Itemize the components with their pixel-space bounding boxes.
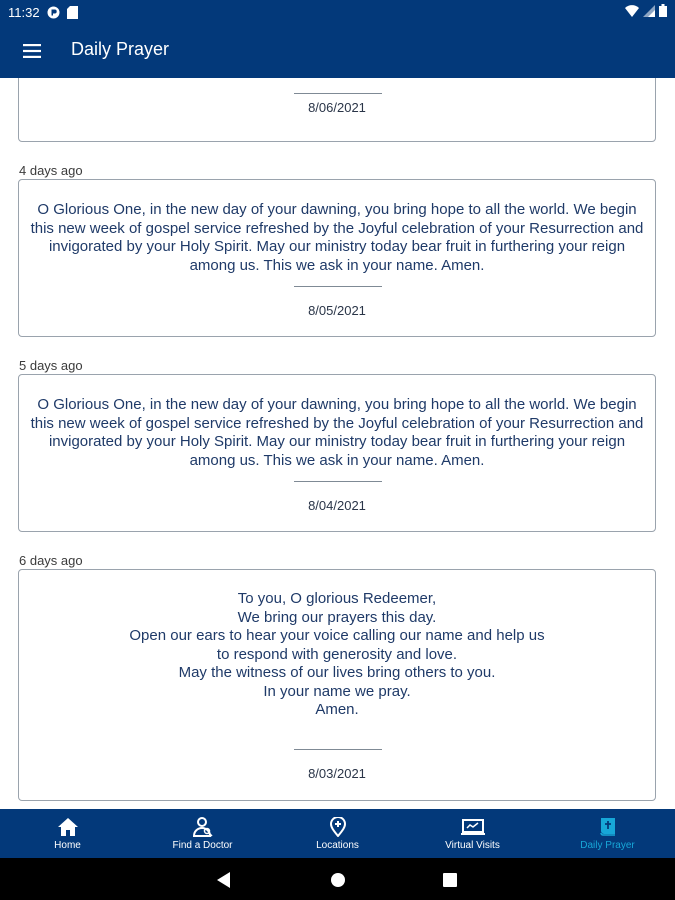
nav-label: Home <box>54 840 81 851</box>
prayer-card <box>18 179 656 337</box>
wifi-icon <box>625 5 639 20</box>
recents-icon[interactable] <box>440 870 460 890</box>
home-circle-icon[interactable] <box>328 870 348 890</box>
prayer-text: To you, O glorious Redeemer, We bring our prayers this day. Open our ears to hear your voice calling our name and help us to respond with generosity and love. May the witness of our lives bring others to you. In your name we pray. Amen. <box>129 590 545 718</box>
prayer-date: 8/06/2021 <box>308 100 366 115</box>
prayer-card <box>18 374 656 532</box>
notification-app-icon <box>47 6 60 19</box>
nav-label: Find a Doctor <box>172 840 233 851</box>
prayer-book-icon <box>599 817 617 837</box>
app-bar <box>0 24 675 78</box>
status-time: 11:32 <box>8 4 40 20</box>
nav-home[interactable] <box>0 809 135 858</box>
nav-label: Locations <box>316 840 359 851</box>
status-bar <box>0 0 675 24</box>
nav-virtual-visits[interactable] <box>405 809 540 858</box>
hamburger-menu-icon[interactable] <box>16 36 48 66</box>
card-divider <box>294 481 382 482</box>
nav-locations[interactable] <box>270 809 405 858</box>
battery-icon <box>659 4 667 20</box>
nav-find-a-doctor[interactable] <box>135 809 270 858</box>
prayer-date: 8/05/2021 <box>308 303 366 318</box>
prayer-text: O Glorious One, in the new day of your dawning, you bring hope to all the world. We begin this new week of gospel service refreshed by the Joyful celebration of your Resurrection and invigorated by your Holy Spirit. May our ministry today bear fruit in furthering your reign among us. This we ask in your name. Amen. <box>30 201 644 274</box>
doctor-search-icon <box>192 817 214 837</box>
nav-label: Daily Prayer <box>580 840 635 851</box>
card-divider <box>294 93 382 94</box>
status-right-icons <box>625 4 667 20</box>
nav-label: Virtual Visits <box>445 840 500 851</box>
prayer-age: 5 days ago <box>19 358 83 373</box>
card-divider <box>294 749 382 750</box>
prayer-age: 6 days ago <box>19 553 83 568</box>
prayer-date: 8/04/2021 <box>308 498 366 513</box>
prayer-card <box>18 569 656 801</box>
prayer-text: O Glorious One, in the new day of your dawning, you bring hope to all the world. We begin this new week of gospel service refreshed by the Joyful celebration of your Resurrection and invigorated by your Holy Spirit. May our ministry today bear fruit in furthering your reign among us. This we ask in your name. Amen. <box>30 396 644 469</box>
back-icon[interactable] <box>214 870 234 890</box>
sd-card-icon <box>67 6 78 19</box>
signal-icon <box>643 5 655 20</box>
prayer-card <box>18 78 656 142</box>
bottom-navigation <box>0 809 675 858</box>
card-divider <box>294 286 382 287</box>
prayer-list[interactable] <box>0 78 675 809</box>
prayer-date: 8/03/2021 <box>308 766 366 781</box>
page-title: Daily Prayer <box>71 39 170 59</box>
monitor-icon <box>461 817 485 837</box>
home-icon <box>57 817 79 837</box>
system-navigation-bar <box>0 858 675 900</box>
location-pin-icon <box>329 817 347 837</box>
prayer-age: 4 days ago <box>19 163 83 178</box>
nav-daily-prayer[interactable] <box>540 809 675 858</box>
